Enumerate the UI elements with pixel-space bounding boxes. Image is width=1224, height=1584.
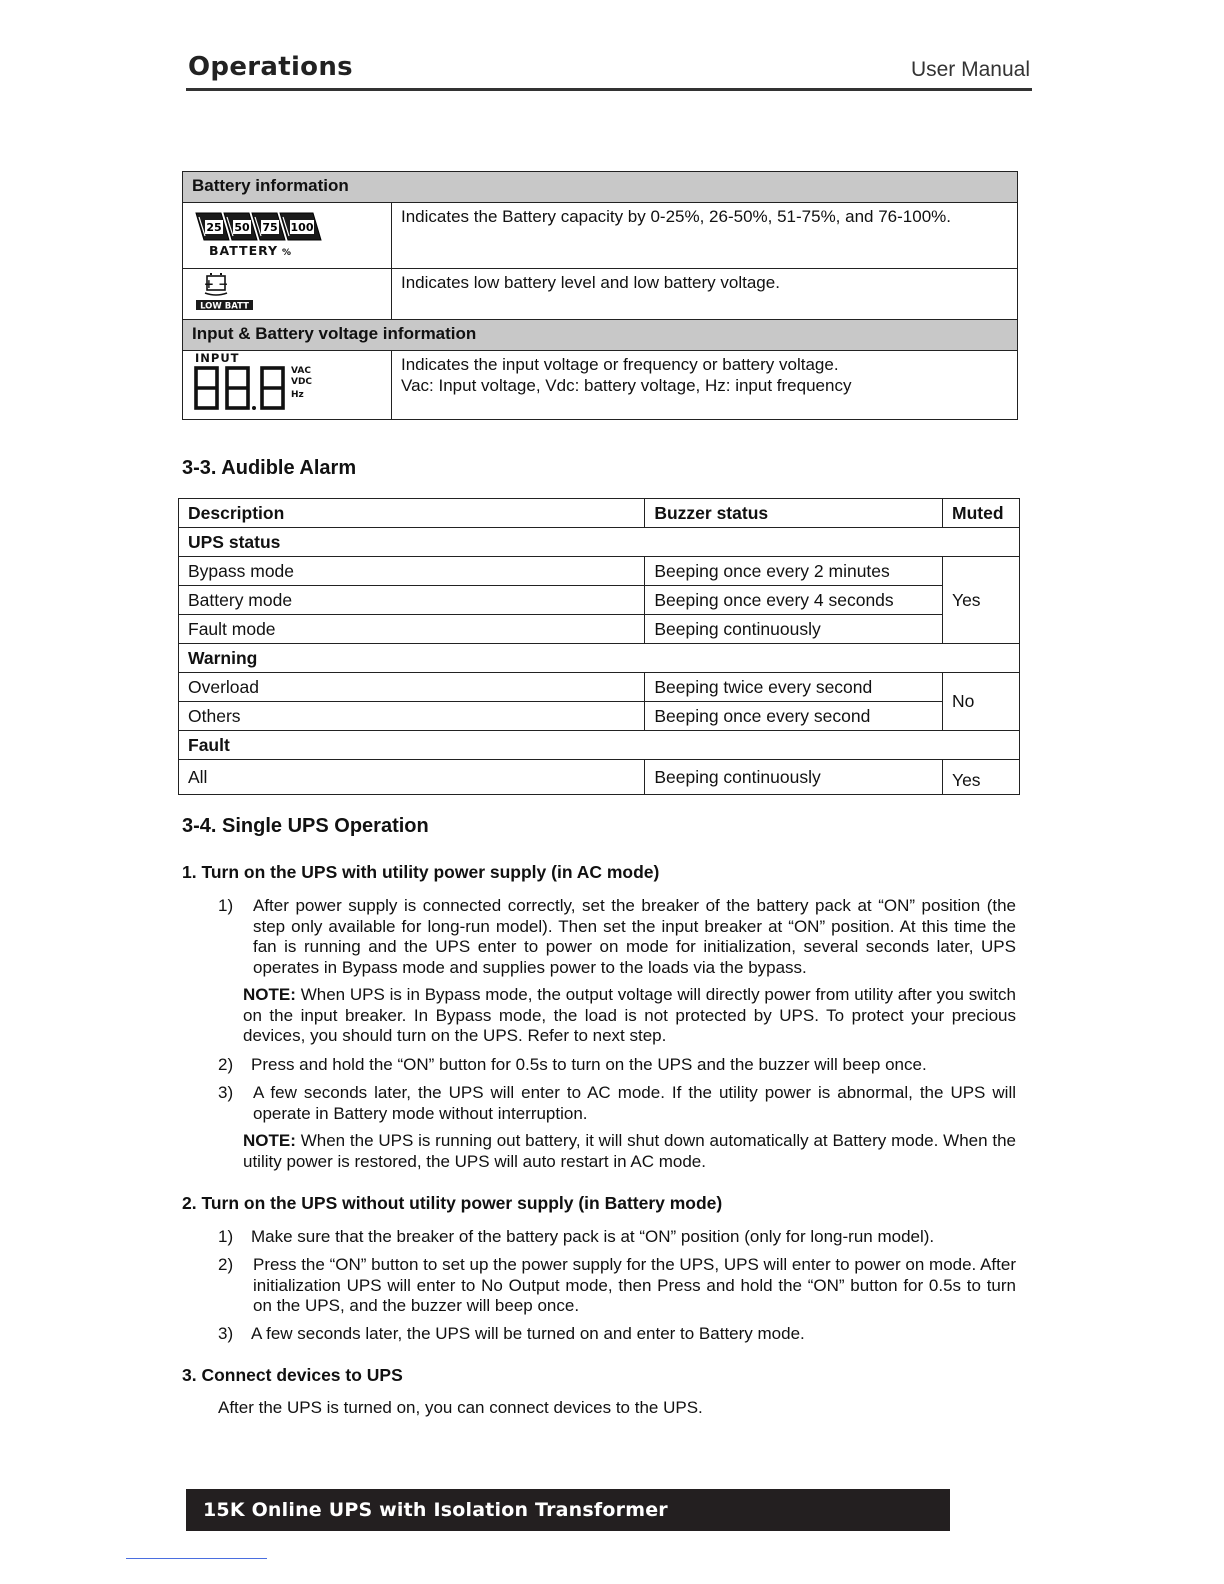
input-voltage-desc-line2: Vac: Input voltage, Vdc: battery voltage, Hz: input frequency (401, 375, 852, 395)
note-label: NOTE: (243, 985, 296, 1004)
step1-note2-text: When the UPS is running out battery, it will shut down automatically at Battery mode. When the utility power is restored, the UPS will auto restart in AC mode. (243, 1131, 1016, 1171)
footer-banner (186, 1489, 950, 1531)
step1-item1-marker: 1) (218, 896, 234, 915)
row-battery-description: Battery mode (179, 586, 645, 615)
input-voltage-desc-line1: Indicates the input voltage or frequency or battery voltage. (401, 355, 839, 374)
row-battery-buzzer: Beeping once every 4 seconds (645, 586, 943, 615)
row-all-description: All (179, 760, 645, 795)
group-ups-status: UPS status (179, 528, 1020, 557)
step2-item1-marker: 1) (218, 1227, 234, 1246)
warning-muted-no: No (943, 673, 1020, 731)
row-fault-mode-description: Fault mode (179, 615, 645, 644)
unit-vac: VAC (291, 366, 311, 376)
step2-item3-text: A few seconds later, the UPS will be turned on and enter to Battery mode. (251, 1324, 805, 1343)
step2-item2-text: Press the “ON” button to set up the power supply for the UPS, UPS will enter to power on mode. After initialization UPS will enter to No Output mode, then Press and hold the “ON” button for 0.5s to turn on the UPS, and the buzzer will beep once. (253, 1255, 1016, 1315)
battery-capacity-description: Indicates the Battery capacity by 0-25%, 26-50%, 51-75%, and 76-100%. (392, 203, 1018, 269)
step1-note1-text: When UPS is in Bypass mode, the output voltage will directly power from utility after you switch on the input breaker. In Bypass mode, the load is not protected by UPS. To protect your precious devices, you should turn on the UPS. Refer to next step. (243, 985, 1016, 1045)
section-battery-information: Battery information (183, 172, 1018, 203)
battery-capacity-icon-cell (183, 203, 392, 269)
single-ups-operation-heading: 3-4. Single UPS Operation (182, 815, 429, 837)
battery-level-50: 50 (234, 221, 250, 234)
svg-text:+ −: + − (203, 277, 229, 291)
note-label-2: NOTE: (243, 1131, 296, 1150)
input-label: INPUT (195, 351, 240, 365)
step2-item1-text: Make sure that the breaker of the battery pack is at “ON” position (only for long-run model). (251, 1227, 935, 1246)
step1-item2-marker: 2) (218, 1055, 234, 1074)
step1-item3-marker: 3) (218, 1083, 234, 1102)
battery-level-25: 25 (206, 221, 222, 234)
step3-text: After the UPS is turned on, you can connect devices to the UPS. (218, 1398, 703, 1417)
step1-note2 (243, 1131, 1016, 1172)
row-all-muted: Yes (943, 760, 1020, 795)
page-header-manual-label: User Manual (910, 58, 1030, 81)
footer-product-name: 15K Online UPS with Isolation Transformer (203, 1499, 668, 1521)
seven-segment-display-icon (183, 351, 391, 414)
row-others-buzzer: Beeping once every second (645, 702, 943, 731)
section-input-battery-voltage: Input & Battery voltage information (183, 320, 1018, 351)
step1-note1 (243, 985, 1016, 1047)
header-buzzer-status: Buzzer status (645, 499, 943, 528)
unit-vdc: VDC (291, 377, 313, 387)
row-overload-buzzer: Beeping twice every second (645, 673, 943, 702)
row-others-description: Others (179, 702, 645, 731)
audible-alarm-heading: 3-3. Audible Alarm (182, 457, 357, 479)
step1-item3-text: A few seconds later, the UPS will enter to AC mode. If the utility power is abnormal, the UPS will operate in Battery mode without interruption. (253, 1083, 1016, 1123)
unit-hz: Hz (291, 390, 304, 400)
page-header-title: Operations (188, 52, 353, 82)
battery-label: BATTERY (209, 243, 279, 258)
row-fault-mode-buzzer: Beeping continuously (645, 615, 943, 644)
row-bypass-buzzer: Beeping once every 2 minutes (645, 557, 943, 586)
step1-item2-text: Press and hold the “ON” button for 0.5s to turn on the UPS and the buzzer will beep once. (251, 1055, 927, 1074)
step1-heading: 1. Turn on the UPS with utility power supply (in AC mode) (182, 862, 660, 882)
battery-percent-unit: % (282, 248, 292, 258)
row-overload-description: Overload (179, 673, 645, 702)
ups-status-muted-yes: Yes (943, 557, 1020, 644)
step1-item1-text: After power supply is connected correctly, set the breaker of the battery pack at “ON” position (the step only available for long-run model). Then set the input breaker at “ON” position. At this time the fan is running and the UPS enter to power on mode for initialization, several seconds later, UPS operates in Bypass mode and supplies power to the loads via the bypass. (253, 896, 1016, 977)
header-description: Description (179, 499, 645, 528)
step2-heading: 2. Turn on the UPS without utility power supply (in Battery mode) (182, 1193, 723, 1213)
low-battery-icon (183, 269, 391, 314)
footer-link-underline (126, 1558, 267, 1559)
row-all-buzzer: Beeping continuously (645, 760, 943, 795)
step3-heading: 3. Connect devices to UPS (182, 1365, 403, 1385)
battery-capacity-icon (183, 203, 391, 263)
low-batt-label: LOW BATT (200, 301, 249, 312)
low-battery-icon-cell (183, 269, 392, 320)
audible-alarm-table (178, 498, 1020, 795)
group-warning: Warning (179, 644, 1020, 673)
battery-info-table (182, 171, 1018, 420)
input-voltage-description (392, 351, 1018, 420)
battery-level-75: 75 (262, 221, 278, 234)
header-divider (186, 88, 1032, 91)
row-bypass-description: Bypass mode (179, 557, 645, 586)
step2-item2-marker: 2) (218, 1255, 234, 1274)
header-muted: Muted (943, 499, 1020, 528)
input-display-icon-cell (183, 351, 392, 420)
battery-level-100: 100 (290, 221, 314, 234)
group-fault: Fault (179, 731, 1020, 760)
step2-item3-marker: 3) (218, 1324, 234, 1343)
low-battery-description: Indicates low battery level and low battery voltage. (392, 269, 1018, 320)
